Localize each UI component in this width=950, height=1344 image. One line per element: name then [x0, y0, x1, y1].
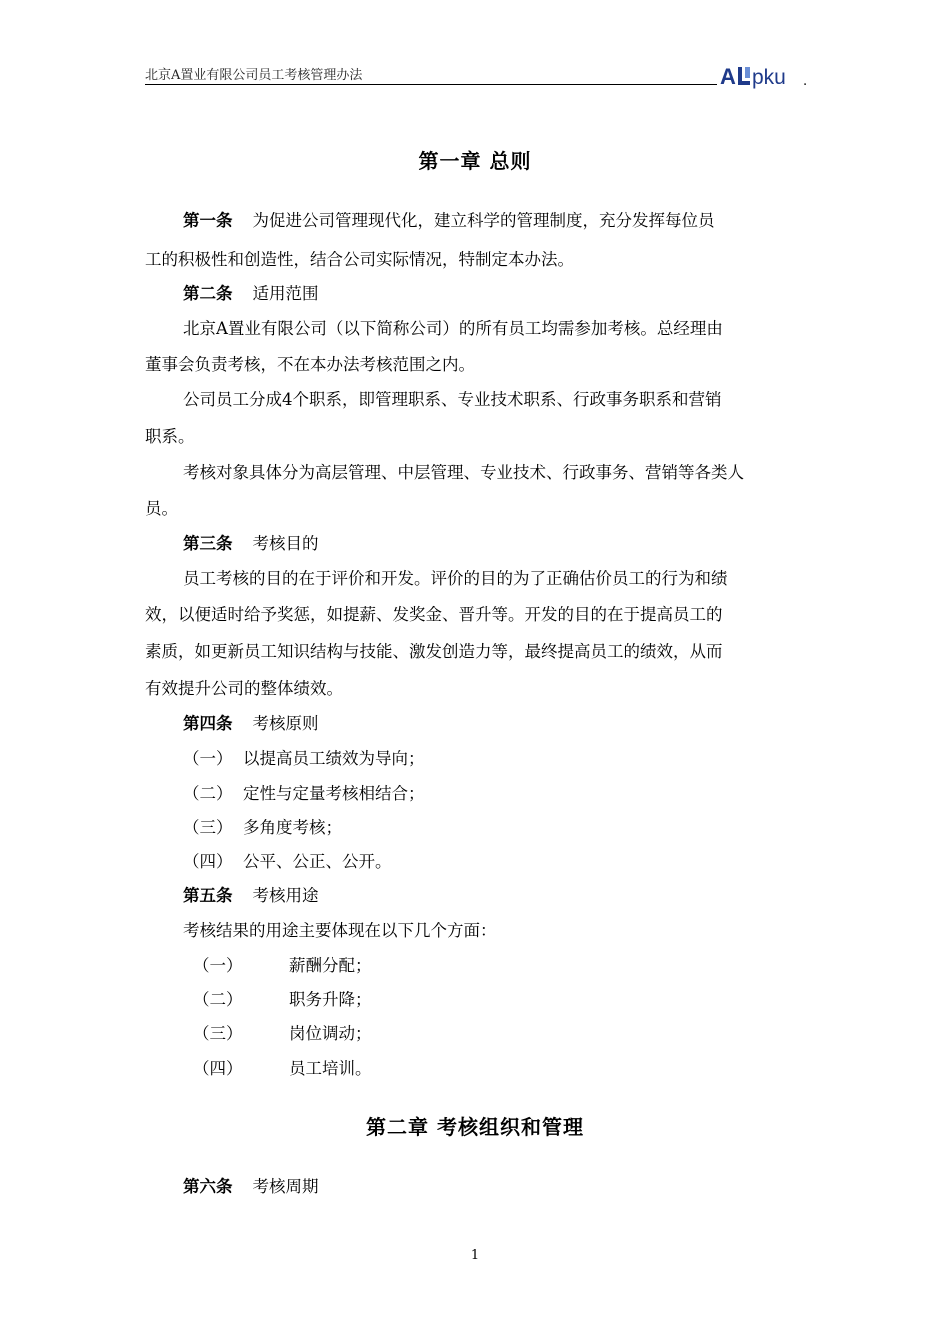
- list-item-number: （三）: [193, 1024, 243, 1043]
- article-3-text-4: 有效提升公司的整体绩效。: [145, 679, 343, 698]
- article-2-paragraph-2: 公司员工分成4个职系，即管理职系、专业技术职系、行政事务职系和营销: [183, 390, 722, 409]
- article-1-text: 为促进公司管理现代化，建立科学的管理制度，充分发挥每位员: [252, 211, 715, 230]
- article-4-number: 第四条: [183, 714, 233, 733]
- list-item-number: （二）: [193, 990, 243, 1009]
- article-6-number: 第六条: [183, 1177, 233, 1196]
- list-item: [183, 782, 810, 806]
- svg-text:pku: pku: [752, 66, 786, 89]
- article-5-title: 考核用途: [252, 886, 319, 905]
- article-2-number: 第二条: [183, 284, 233, 303]
- list-item-number: （四）: [193, 1059, 243, 1078]
- article-1-text-cont: 工的积极性和创造性，结合公司实际情况，特制定本办法。: [145, 250, 574, 269]
- list-item-text: 职务升降；: [289, 990, 372, 1009]
- article-3-number: 第三条: [183, 534, 233, 553]
- article-1-number: 第一条: [183, 211, 233, 230]
- list-item: [193, 988, 858, 1012]
- list-item-number: （一）: [183, 749, 233, 768]
- article-5-heading: [183, 884, 810, 908]
- article-5-number: 第五条: [183, 886, 233, 905]
- article-1: [183, 209, 810, 233]
- article-2-paragraph-1-cont: 董事会负责考核，不在本办法考核范围之内。: [145, 355, 475, 374]
- list-item: [193, 954, 858, 978]
- article-4-heading: [183, 712, 810, 736]
- chapter-2-title: 第二章 考核组织和管理: [366, 1115, 584, 1139]
- article-2-title: 适用范围: [252, 284, 319, 303]
- article-4-title: 考核原则: [252, 714, 319, 733]
- list-item: [183, 816, 810, 840]
- list-item-text: 多角度考核；: [243, 818, 342, 837]
- article-6-heading: [183, 1175, 810, 1199]
- list-item: [183, 747, 810, 771]
- list-item-text: 员工培训。: [289, 1059, 372, 1078]
- svg-text:A: A: [720, 64, 736, 89]
- article-2-paragraph-1: 北京A置业有限公司（以下简称公司）的所有员工均需参加考核。总经理由: [183, 319, 723, 338]
- article-5-intro: 考核结果的用途主要体现在以下几个方面：: [183, 921, 497, 940]
- list-item-number: （一）: [193, 956, 243, 975]
- logo-dot: .: [803, 74, 808, 89]
- header-divider: [145, 84, 717, 85]
- list-item: [193, 1057, 858, 1081]
- article-3-text-2: 效，以便适时给予奖惩，如提薪、发奖金、晋升等。开发的目的在于提高员工的: [145, 605, 723, 624]
- article-6-title: 考核周期: [252, 1177, 319, 1196]
- article-2-paragraph-3-cont: 员。: [145, 499, 178, 518]
- list-item-text: 定性与定量考核相结合；: [243, 784, 425, 803]
- header-title: 北京A置业有限公司员工考核管理办法: [145, 68, 363, 83]
- article-2-paragraph-2-cont: 职系。: [145, 427, 195, 446]
- article-3-text-1: 员工考核的目的在于评价和开发。评价的目的为了正确估价员工的行为和绩: [183, 569, 728, 588]
- article-2-paragraph-3: 考核对象具体分为高层管理、中层管理、专业技术、行政事务、营销等各类人: [183, 463, 744, 482]
- list-item-text: 公平、公正、公开。: [243, 852, 392, 871]
- list-item-text: 以提高员工绩效为导向；: [243, 749, 425, 768]
- list-item-number: （二）: [183, 784, 233, 803]
- article-2-heading: [183, 282, 810, 306]
- company-logo: [718, 62, 810, 90]
- article-3-title: 考核目的: [252, 534, 319, 553]
- list-item-text: 薪酬分配；: [289, 956, 372, 975]
- list-item-text: 岗位调动；: [289, 1024, 372, 1043]
- page-number: 1: [470, 1248, 480, 1263]
- chapter-1-title: 第一章 总则: [418, 149, 532, 173]
- list-item-number: （四）: [183, 852, 233, 871]
- article-3-heading: [183, 532, 810, 556]
- article-3-text-3: 素质，如更新员工知识结构与技能、激发创造力等，最终提高员工的绩效，从而: [145, 642, 723, 661]
- list-item-number: （三）: [183, 818, 233, 837]
- list-item: [183, 850, 810, 874]
- list-item: [193, 1022, 858, 1046]
